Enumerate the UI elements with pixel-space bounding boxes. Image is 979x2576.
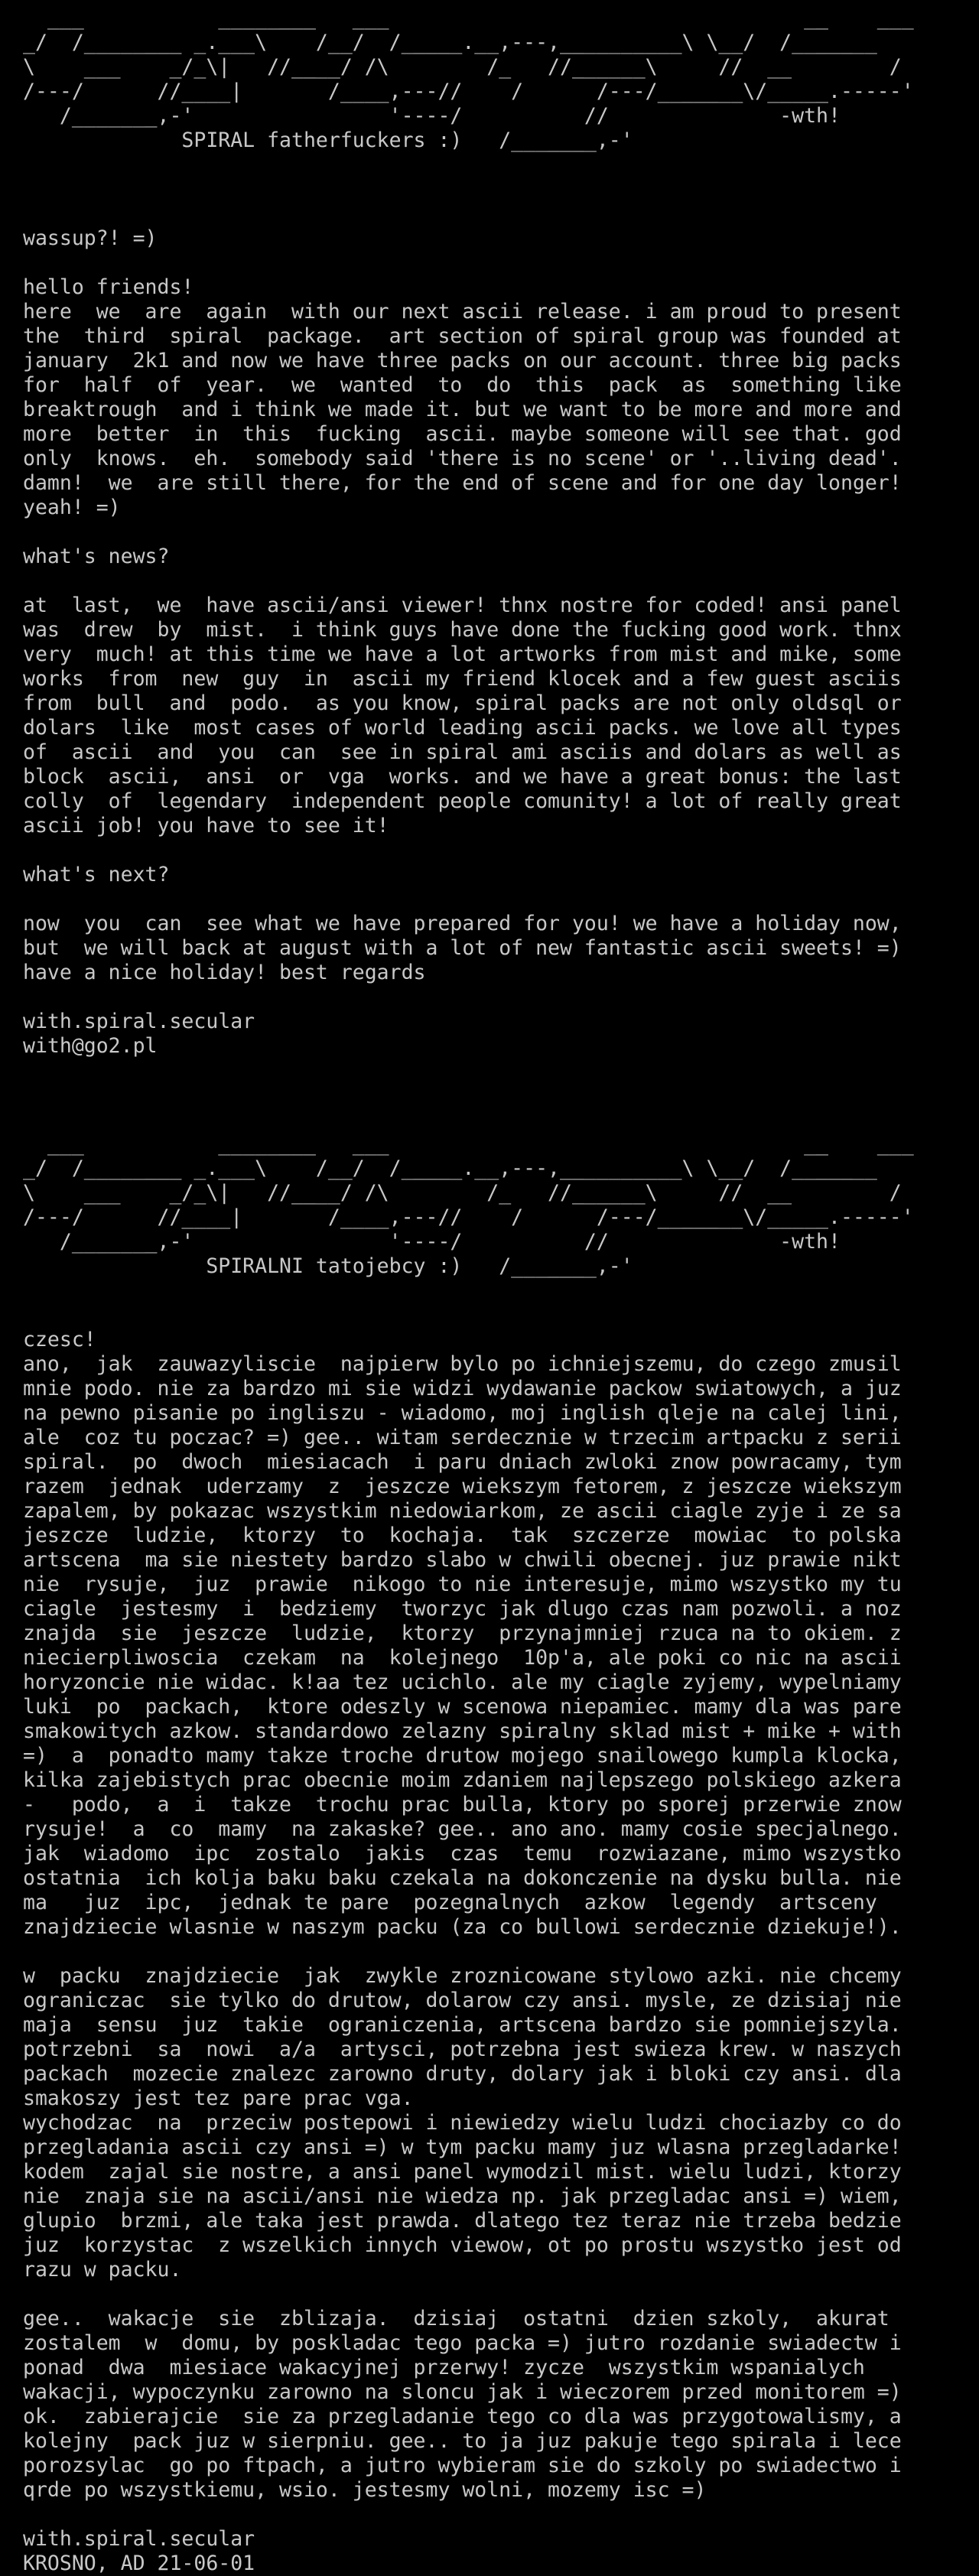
next-paragraph: now you can see what we have prepared for you! we have a holiday now, but we will back at august with a lot of new fantastic ascii sweets! =) have a nice holiday! best regards xyxy=(23,912,902,984)
greeting-line: wassup?! =) xyxy=(23,226,158,250)
polish-signature-block: with.spiral.secular KROSNO, AD 21-06-01 xyxy=(23,2527,255,2575)
nfo-text xyxy=(23,6,914,2576)
polish-intro-paragraph: czesc! ano, jak zauwazyliscie najpierw bylo po ichniejszemu, do czego zmusil mnie podo. nie za bardzo mi sie widzi wydawanie packow swiatowych, a juz na pewno pisanie po ingliszu - wiadomo, moj inglish qleje na calej lini, ale coz tu poczac? =) gee.. witam serdecznie w trzecim artpacku z serii spiral. po dwoch miesiacach i paru dniach zwloki znow powracamy, tym razem jednak uderzamy z jeszcze wiekszym fetorem, z jeszcze wiekszym zapalem, by pokazac wszystkim niedowiarkom, ze ascii ciagle zyje i ze sa jeszcze ludzie, ktorzy to kochaja. tak szczerze mowiac to polska artscena ma sie niestety bardzo slabo w chwili obecnej. juz prawie nikt nie rysuje, juz prawie nikogo to nie interesuje, mimo wszystko my tu ciagle jestesmy i bedziemy tworzyc jak dlugo czas nam pozwoli. a noz znajda sie jeszcze ludzie, ktorzy przynajmniej rzuca na to okiem. z niecierpliwoscia czekam na kolejnego 10p'a, ale poki co nic na ascii horyzoncie nie widac. k!aa tez ucichlo. ale my ciagle zyjemy, wypelniamy luki po packach, ktore odeszly w scenowa niepamiec. mamy dla was pare smakowitych azkow. standardowo zelazny spiralny sklad mist + mike + with =) a ponadto mamy takze troche drutow mojego snailowego kumpla klocka, kilka zajebistych prac obecnie moim zdaniem najlepszego polskiego azkera - podo, a i takze trochu prac bulla, ktory po sporej przerwie znow rysuje! a co mamy na zakaske? gee.. ano ano. mamy cosie specjalnego. jak wiadomo ipc zostalo jakis czas temu rozwiazane, mimo wszystko ostatnia ich kolja baku baku czekala na dokonczenie na dysku bulla. nie ma juz ipc, jednak te pare pozegnalnych azkow legendy artsceny znajdziecie wlasnie w naszym packu (za co bullowi serdecznie dziekuje!). xyxy=(23,1328,902,1939)
polish-pack-paragraph: w packu znajdziecie jak zwykle zroznicowane stylowo azki. nie chcemy ograniczac sie tylko do drutow, dolarow czy ansi. mysle, ze dzisiaj nie maja sensu juz takie ograniczenia, artscena bardzo sie pomniejszyla. potrzebni sa nowi a/a artysci, potrzebna jest swieza krew. w naszych packach mozecie znalezc zarowno druty, dolary jak i bloki czy ansi. dla smakoszy jest tez pare prac vga. wychodzac na przeciw postepowi i niewiedzy wielu ludzi chociazby co do przegladania ascii czy ansi =) w tym packu mamy juz wlasna przegladarke! kodem zajal sie nostre, a ansi panel wymodzil mist. wielu ludzi, ktorzy nie znaja sie na ascii/ansi nie wiedza np. jak przegladac ansi =) wiem, glupio brzmi, ale taka jest prawda. dlatego tez teraz nie trzeba bedzie juz korzystac z wszelkich innych viewow, ot po prostu wszystko jest od razu w packu. xyxy=(23,1964,902,2282)
signature-block: with.spiral.secular with@go2.pl xyxy=(23,1010,255,1058)
whats-next-heading: what's next? xyxy=(23,863,170,886)
news-paragraph: at last, we have ascii/ansi viewer! thnx nostre for coded! ansi panel was drew by mist. i think guys have done the fucking good work. thnx very much! at this time we have a lot artworks from mist and mike, some works from new guy in ascii my friend klocek and a few guest asciis from bull and podo. as you know, spiral packs are not only oldsql or dolars like most cases of world leading ascii packs. we love all types of ascii and you can see in spiral ami asciis and dolars as well as block ascii, ansi or vga works. and we have a great bonus: the last colly of legendary independent people comunity! a lot of really great ascii job! you have to see it! xyxy=(23,594,902,838)
spiral-logo-art-top: ___ ________ ___ __ ___ _/ /________ _.___\ /__/ /_____.__,---,__________\ \__/ /_______ \ ___ _/_\| //____/ /\ /_ //______\ // __ / /---/ //____| /____,---// / /---/_______\/_____.-----' /_______,-' '----/ // -wth! SPIRAL fatherfuckers :) /_______,-' xyxy=(23,6,914,152)
polish-section xyxy=(23,1132,914,2576)
whats-news-heading: what's news? xyxy=(23,545,170,568)
intro-paragraph: hello friends! here we are again with our next ascii release. i am proud to present the third spiral package. art section of spiral group was founded at january 2k1 and now we have three packs on our account. three big packs for half of year. we wanted to do this pack as something like breaktrough and i think we made it. but we want to be more and more and more better in this fucking ascii. maybe someone will see that. god only knows. eh. somebody said 'there is no scene' or '..living dead'. damn! we are still there, for the end of scene and for one day longer! yeah! =) xyxy=(23,275,902,519)
spiral-logo-art-bottom: ___ ________ ___ __ ___ _/ /________ _.___\ /__/ /_____.__,---,__________\ \__/ /_______ \ ___ _/_\| //____/ /\ /_ //______\ // __ / /---/ //____| /____,---// / /---/_______\/_____.-----' /_______,-' '----/ // -wth! SPIRALNI tatojebcy :) /_______,-' xyxy=(23,1132,914,1278)
english-section xyxy=(23,6,914,1059)
polish-holiday-paragraph: gee.. wakacje sie zblizaja. dzisiaj ostatni dzien szkoly, akurat zostalem w domu, by poskladac tego packa =) jutro rozdanie swiadectw i ponad dwa miesiace wakacyjnej przerwy! zycze wszystkim wspanialych wakacji, wypoczynku zarowno na sloncu jak i wieczorem przed monitorem =) ok. zabierajcie sie za przegladanie tego co dla was przygotowalismy, a kolejny pack juz w sierpniu. gee.. to ja juz pakuje tego spirala i lece porozsylac go po ftpach, a jutro wybieram sie do szkoly po swiadectwo i qrde po wszystkiemu, wsio. jestesmy wolni, mozemy isc =) xyxy=(23,2307,902,2502)
